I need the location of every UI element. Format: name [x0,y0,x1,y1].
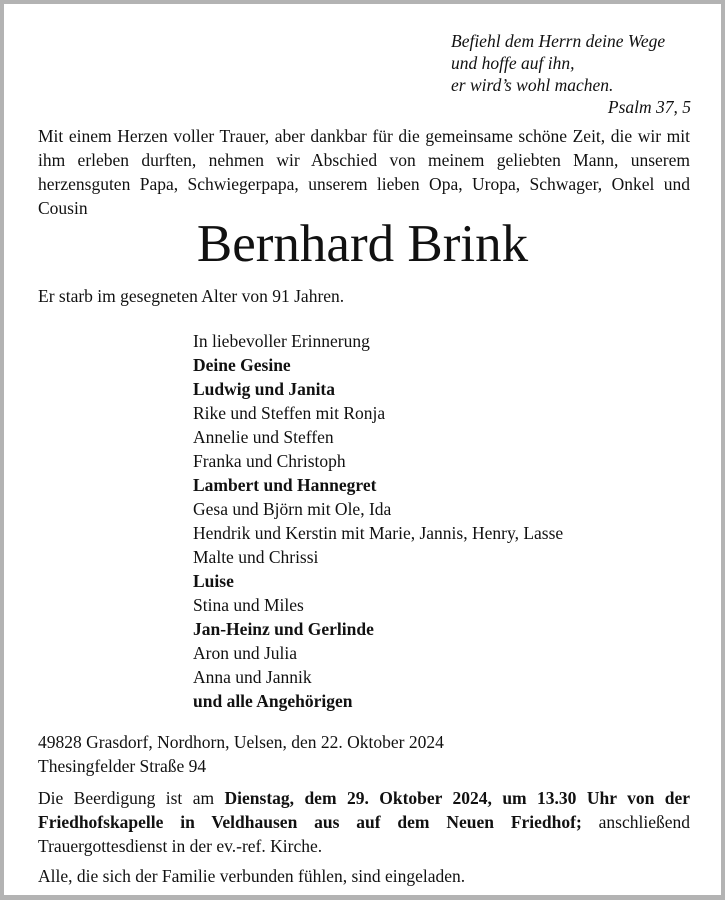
funeral-suffix: anschließend Trauergottesdienst in der ev.-ref. Kirche. [38,812,690,856]
verse-source: Psalm 37, 5 [607,97,691,117]
family-member-line: Jan-Heinz und Gerlinde [193,619,374,639]
family-member-line: Anna und Jannik [193,667,312,687]
obituary-card [4,4,721,895]
family-member-line: Aron und Julia [193,643,298,663]
family-member-line: Deine Gesine [193,355,291,375]
family-member-line: Stina und Miles [193,595,304,615]
funeral-info [38,786,690,858]
intro-text: Mit einem Herzen voller Trauer, aber dankbar für die gemeinsame schöne Zeit, die wir mit ihm erleben durften, nehmen wir Abschied von meinem geliebten Mann, unserem herzensguten Papa, Schwiegerpapa, unserem lieben Opa, Uropa, Schwager, Onkel und Cousin [38,126,690,218]
family-member-line: und alle Angehörigen [193,691,353,711]
verse-line: er wird’s wohl machen. [451,75,614,95]
family-member-line: In liebevoller Erinnerung [193,331,370,351]
family-member-line: Luise [193,571,234,591]
place-date-line: 49828 Grasdorf, Nordhorn, Uelsen, den 22. Oktober 2024 [38,732,444,752]
age-text: Er starb im gesegneten Alter von 91 Jahren. [38,286,345,306]
family-member-line: Gesa und Björn mit Ole, Ida [193,499,392,519]
family-member-line: Annelie und Steffen [193,427,334,447]
deceased-name: Bernhard Brink [196,215,529,273]
address-line: Thesingfelder Straße 94 [38,756,207,776]
place-date [38,730,444,778]
family-member-line: Rike und Steffen mit Ronja [193,403,386,423]
funeral-details: Dienstag, dem 29. Oktober 2024, um 13.30 Uhr von der Friedhofskapelle in Veldhausen aus auf dem Neuen Friedhof; [38,788,691,832]
family-list [193,329,563,713]
family-member-line: Malte und Chrissi [193,547,319,567]
verse-line: Befiehl dem Herrn deine Wege [451,31,666,51]
family-member-line: Franka und Christoph [193,451,346,471]
bible-verse [451,30,691,118]
family-member-line: Ludwig und Janita [193,379,336,399]
family-member-line: Lambert und Hannegret [193,475,377,495]
verse-line: und hoffe auf ihn, [451,53,575,73]
invitation-text: Alle, die sich der Familie verbunden fühlen, sind eingeladen. [38,866,466,886]
funeral-prefix: Die Beerdigung ist am [38,788,225,808]
family-member-line: Hendrik und Kerstin mit Marie, Jannis, Henry, Lasse [193,523,564,543]
